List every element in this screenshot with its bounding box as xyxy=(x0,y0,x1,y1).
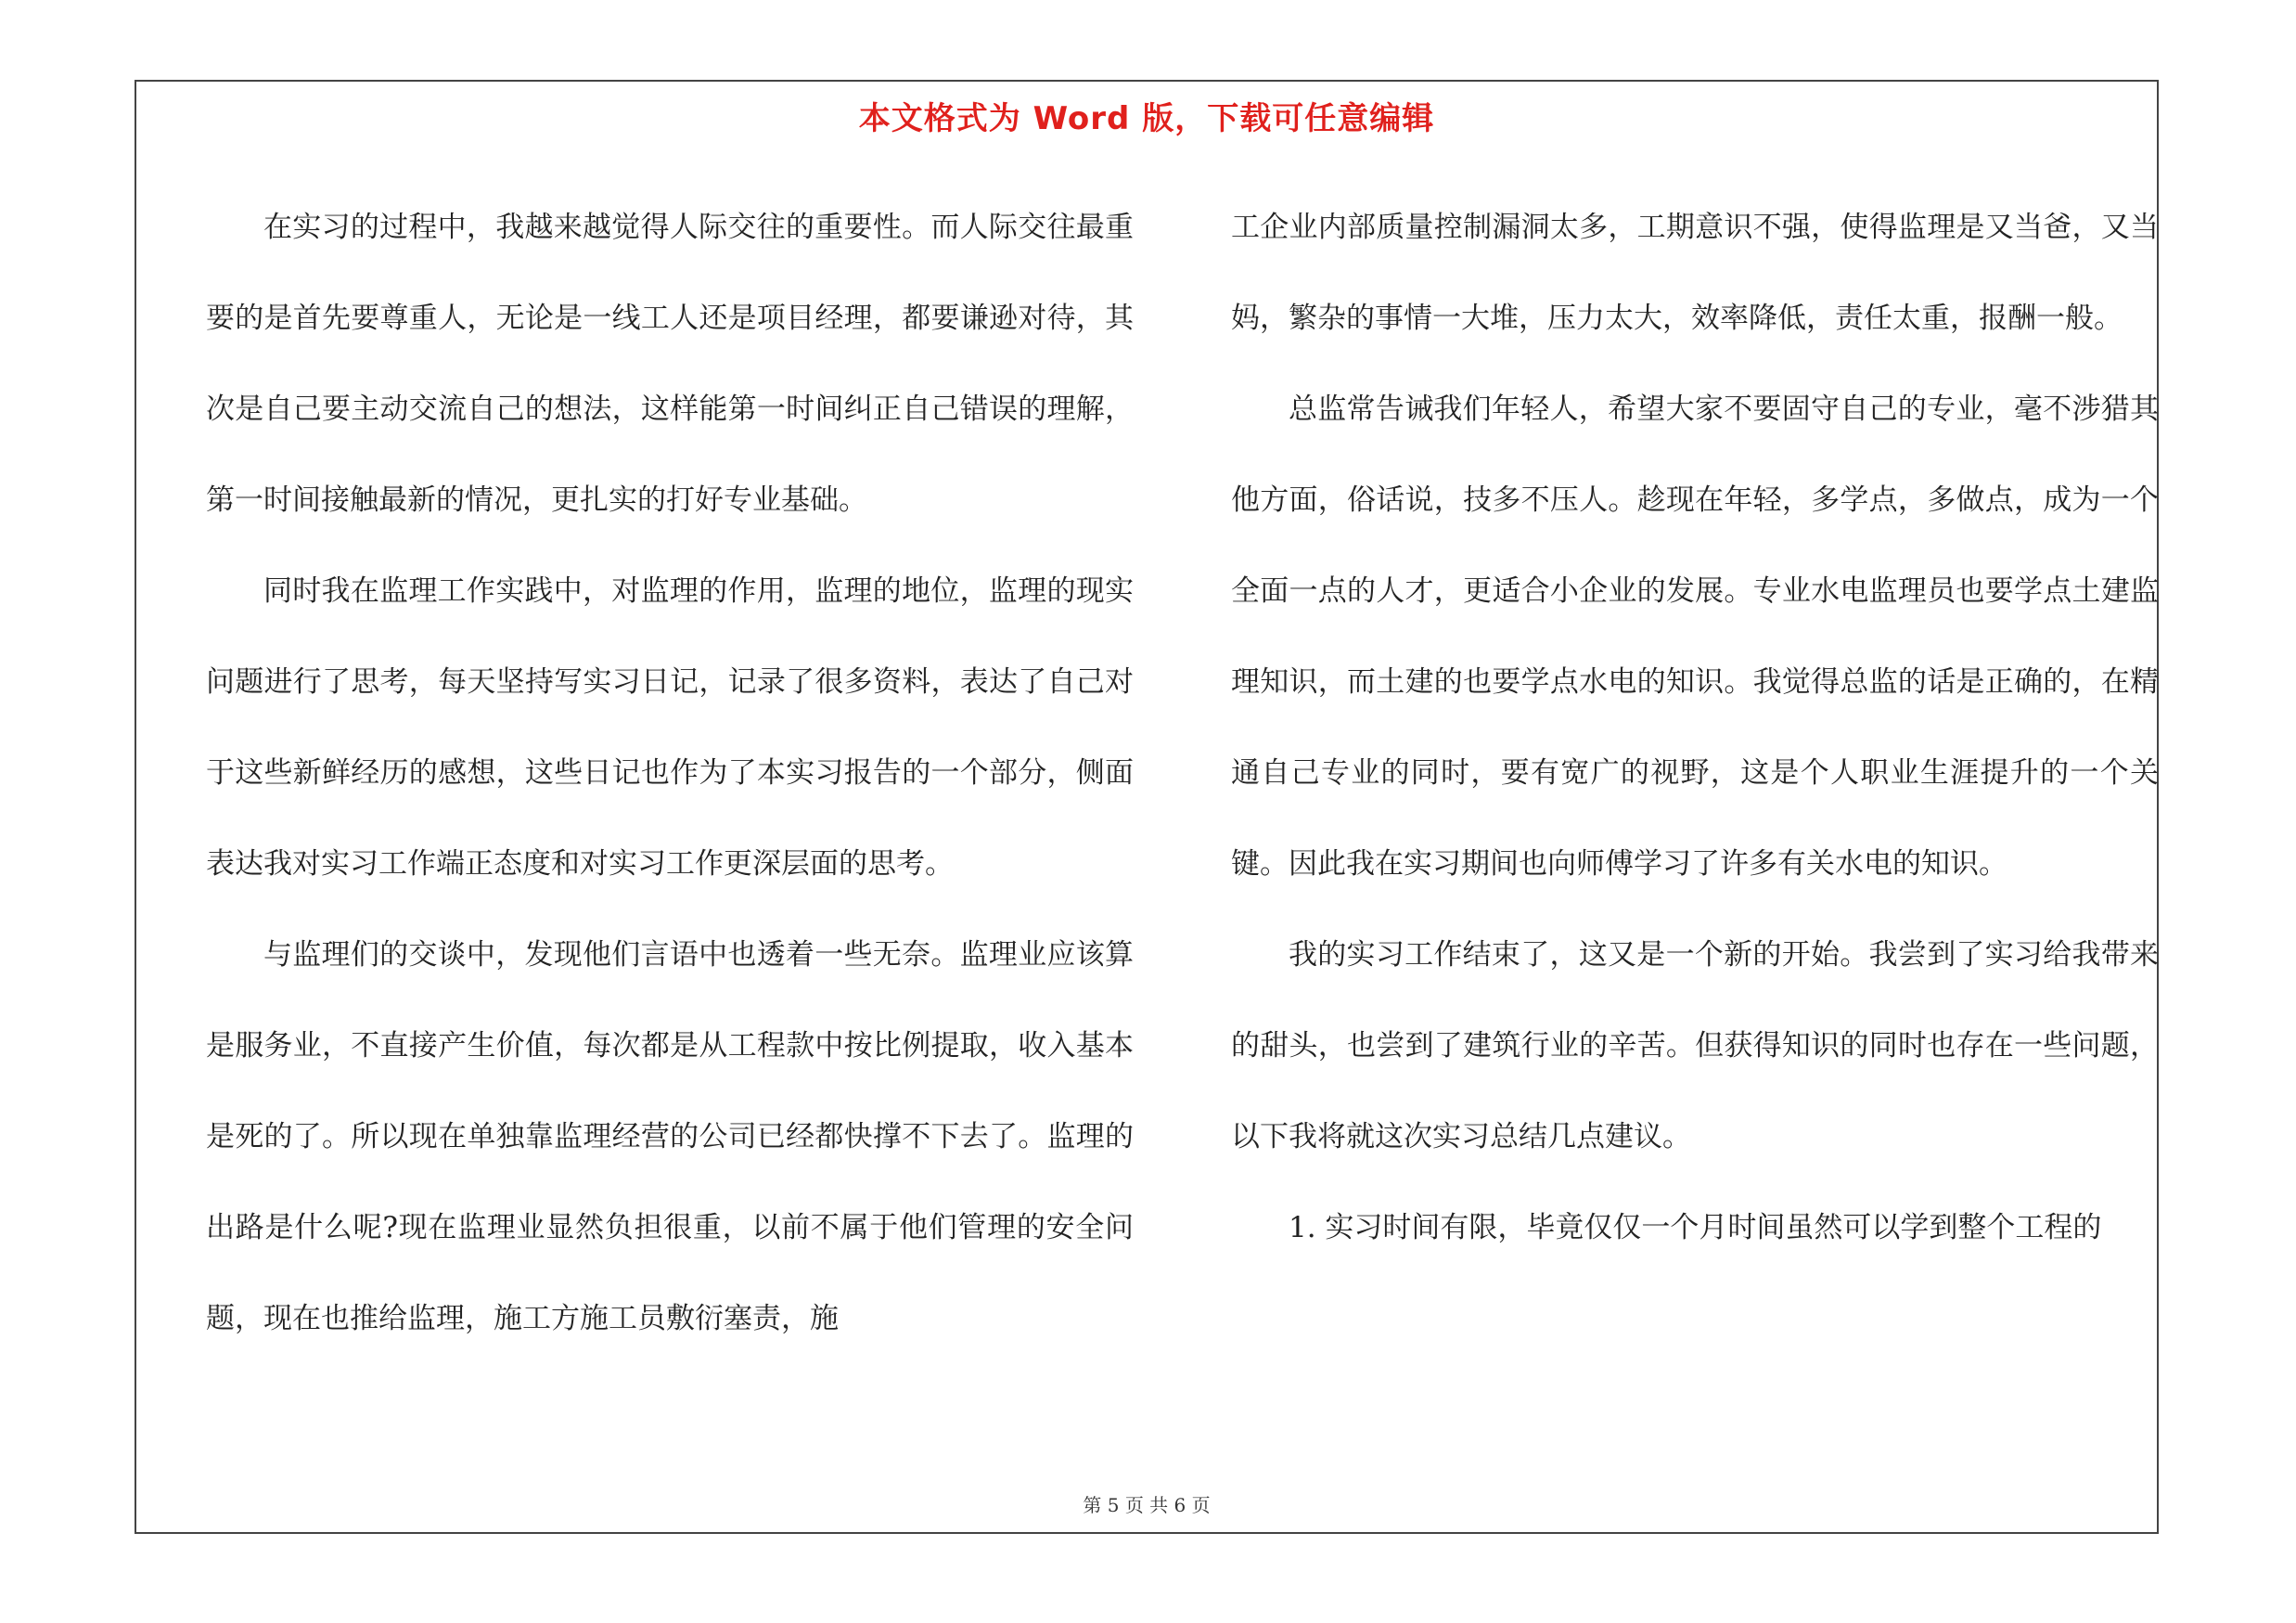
left-text-column xyxy=(206,182,1134,1364)
paragraph: 同时我在监理工作实践中，对监理的作用，监理的地位，监理的现实问题进行了思考，每天坚持写实习日记，记录了很多资料，表达了自己对于这些新鲜经历的感想，这些日记也作为了本实习报告的一个部分，侧面表达我对实习工作端正态度和对实习工作更深层面的思考。 xyxy=(206,574,1134,881)
page-frame xyxy=(135,80,2159,1534)
paragraph: 在实习的过程中，我越来越觉得人际交往的重要性。而人际交往最重要的是首先要尊重人，无论是一线工人还是项目经理，都要谦逊对待，其次是自己要主动交流自己的想法，这样能第一时间纠正自己错误的理解，第一时间接触最新的情况，更扎实的打好专业基础。 xyxy=(206,211,1134,517)
paragraph: 与监理们的交谈中，发现他们言语中也透着一些无奈。监理业应该算是服务业，不直接产生价值，每次都是从工程款中按比例提取，收入基本是死的了。所以现在单独靠监理经营的公司已经都快撑不下去了。监理的出路是什么呢?现在监理业显然负担很重，以前不属于他们管理的安全问题，现在也推给监理，施工方施工员敷衍塞责，施 xyxy=(206,938,1134,1335)
paragraph-continued: 工企业内部质量控制漏洞太多，工期意识不强，使得监理是又当爸，又当妈，繁杂的事情一大堆，压力太大，效率降低，责任太重，报酬一般。 xyxy=(1231,211,2159,335)
paragraph: 总监常告诫我们年轻人，希望大家不要固守自己的专业，毫不涉猎其他方面，俗话说，技多不压人。趁现在年轻，多学点，多做点，成为一个全面一点的人才，更适合小企业的发展。专业水电监理员也要学点土建监理知识，而土建的也要学点水电的知识。我觉得总监的话是正确的，在精通自己专业的同时，要有宽广的视野，这是个人职业生涯提升的一个关键。因此我在实习期间也向师傅学习了许多有关水电的知识。 xyxy=(1231,393,2159,881)
word-format-banner: 本文格式为 Word 版，下载可任意编辑 xyxy=(858,100,1435,137)
paragraph: 我的实习工作结束了，这又是一个新的开始。我尝到了实习给我带来的甜头，也尝到了建筑行业的辛苦。但获得知识的同时也存在一些问题，以下我将就这次实习总结几点建议。 xyxy=(1231,938,2159,1153)
right-text-column xyxy=(1231,182,2159,1273)
page-number: 第 5 页 共 6 页 xyxy=(1083,1494,1211,1516)
paragraph: 1. 实习时间有限，毕竟仅仅一个月时间虽然可以学到整个工程的 xyxy=(1289,1211,2102,1244)
